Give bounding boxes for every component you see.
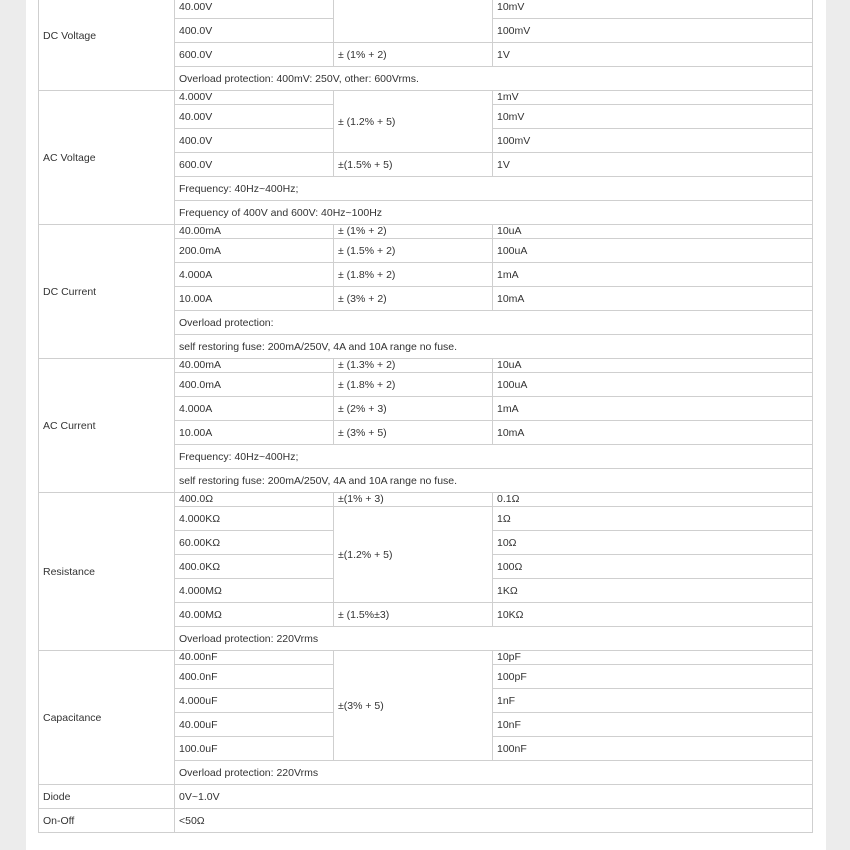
resolution-cell: 10mA xyxy=(493,421,813,445)
resolution-cell: 1mA xyxy=(493,263,813,287)
resolution-cell: 10mA xyxy=(493,287,813,311)
range-cell: 4.000uF xyxy=(175,689,334,713)
range-cell: 400.0Ω xyxy=(175,493,334,507)
range-cell: 600.0V xyxy=(175,153,334,177)
table-row xyxy=(39,359,813,373)
resolution-cell: 100Ω xyxy=(493,555,813,579)
accuracy-cell: ± (1.5% + 2) xyxy=(334,239,493,263)
range-cell: 4.000A xyxy=(175,397,334,421)
note-cell: Overload protection: 220Vrms xyxy=(175,627,813,651)
range-cell: 4.000KΩ xyxy=(175,507,334,531)
category-ac-current: AC Current xyxy=(39,359,175,493)
table-row xyxy=(39,785,813,809)
category-diode: Diode xyxy=(39,785,175,809)
range-cell: 40.00V xyxy=(175,0,334,19)
category-ac-voltage: AC Voltage xyxy=(39,91,175,225)
range-cell: 10.00A xyxy=(175,287,334,311)
specification-table xyxy=(38,0,813,833)
accuracy-cell: ± (1.5%±3) xyxy=(334,603,493,627)
resolution-cell: 10uA xyxy=(493,225,813,239)
resolution-cell: 1KΩ xyxy=(493,579,813,603)
table-row xyxy=(39,493,813,507)
range-cell: 400.0V xyxy=(175,19,334,43)
range-cell: 600.0V xyxy=(175,43,334,67)
resolution-cell: 1Ω xyxy=(493,507,813,531)
range-cell: 60.00KΩ xyxy=(175,531,334,555)
range-cell: 4.000V xyxy=(175,91,334,105)
resolution-cell: 100mV xyxy=(493,19,813,43)
accuracy-cell: ± (1.2% + 5) xyxy=(334,91,493,153)
note-cell: Frequency: 40Hz~400Hz; xyxy=(175,177,813,201)
category-dc-current: DC Current xyxy=(39,225,175,359)
range-cell: 10.00A xyxy=(175,421,334,445)
note-cell: Overload protection: xyxy=(175,311,813,335)
accuracy-cell: ± (1% + 2) xyxy=(334,43,493,67)
category-on-off: On-Off xyxy=(39,809,175,833)
note-cell: Overload protection: 400mV: 250V, other: 600Vrms. xyxy=(175,67,813,91)
accuracy-cell: ± (3% + 2) xyxy=(334,287,493,311)
accuracy-cell xyxy=(334,0,493,43)
range-cell: 40.00nF xyxy=(175,651,334,665)
accuracy-cell: ±(1.2% + 5) xyxy=(334,507,493,603)
resolution-cell: 1mA xyxy=(493,397,813,421)
range-cell: 4.000MΩ xyxy=(175,579,334,603)
resolution-cell: 100uA xyxy=(493,239,813,263)
resolution-cell: 10mV xyxy=(493,105,813,129)
value-cell: <50Ω xyxy=(175,809,813,833)
resolution-cell: 100pF xyxy=(493,665,813,689)
resolution-cell: 100uA xyxy=(493,373,813,397)
accuracy-cell: ± (1.8% + 2) xyxy=(334,373,493,397)
accuracy-cell: ± (1% + 2) xyxy=(334,225,493,239)
resolution-cell: 100nF xyxy=(493,737,813,761)
table-row xyxy=(39,651,813,665)
range-cell: 40.00mA xyxy=(175,225,334,239)
range-cell: 40.00uF xyxy=(175,713,334,737)
note-cell: Frequency of 400V and 600V: 40Hz~100Hz xyxy=(175,201,813,225)
range-cell: 400.0KΩ xyxy=(175,555,334,579)
accuracy-cell: ± (1.8% + 2) xyxy=(334,263,493,287)
range-cell: 4.000A xyxy=(175,263,334,287)
resolution-cell: 10nF xyxy=(493,713,813,737)
range-cell: 40.00MΩ xyxy=(175,603,334,627)
accuracy-cell: ± (2% + 3) xyxy=(334,397,493,421)
category-capacitance: Capacitance xyxy=(39,651,175,785)
range-cell: 400.0nF xyxy=(175,665,334,689)
category-dc-voltage: DC Voltage xyxy=(39,0,175,91)
category-resistance: Resistance xyxy=(39,493,175,651)
table-row xyxy=(39,225,813,239)
range-cell: 400.0V xyxy=(175,129,334,153)
range-cell: 100.0uF xyxy=(175,737,334,761)
range-cell: 40.00V xyxy=(175,105,334,129)
accuracy-cell: ±(1.5% + 5) xyxy=(334,153,493,177)
resolution-cell: 1V xyxy=(493,43,813,67)
resolution-cell: 10Ω xyxy=(493,531,813,555)
table-row xyxy=(39,809,813,833)
note-cell: self restoring fuse: 200mA/250V, 4A and 10A range no fuse. xyxy=(175,335,813,359)
resolution-cell: 1nF xyxy=(493,689,813,713)
resolution-cell: 1V xyxy=(493,153,813,177)
table-row xyxy=(39,91,813,105)
range-cell: 200.0mA xyxy=(175,239,334,263)
note-cell: Frequency: 40Hz~400Hz; xyxy=(175,445,813,469)
resolution-cell: 10pF xyxy=(493,651,813,665)
accuracy-cell: ± (3% + 5) xyxy=(334,421,493,445)
accuracy-cell: ±(1% + 3) xyxy=(334,493,493,507)
resolution-cell: 100mV xyxy=(493,129,813,153)
note-cell: self restoring fuse: 200mA/250V, 4A and 10A range no fuse. xyxy=(175,469,813,493)
range-cell: 400.0mA xyxy=(175,373,334,397)
value-cell: 0V~1.0V xyxy=(175,785,813,809)
range-cell: 40.00mA xyxy=(175,359,334,373)
accuracy-cell: ±(3% + 5) xyxy=(334,651,493,761)
resolution-cell: 10uA xyxy=(493,359,813,373)
accuracy-cell: ± (1.3% + 2) xyxy=(334,359,493,373)
resolution-cell: 1mV xyxy=(493,91,813,105)
resolution-cell: 0.1Ω xyxy=(493,493,813,507)
note-cell: Overload protection: 220Vrms xyxy=(175,761,813,785)
resolution-cell: 10mV xyxy=(493,0,813,19)
resolution-cell: 10KΩ xyxy=(493,603,813,627)
